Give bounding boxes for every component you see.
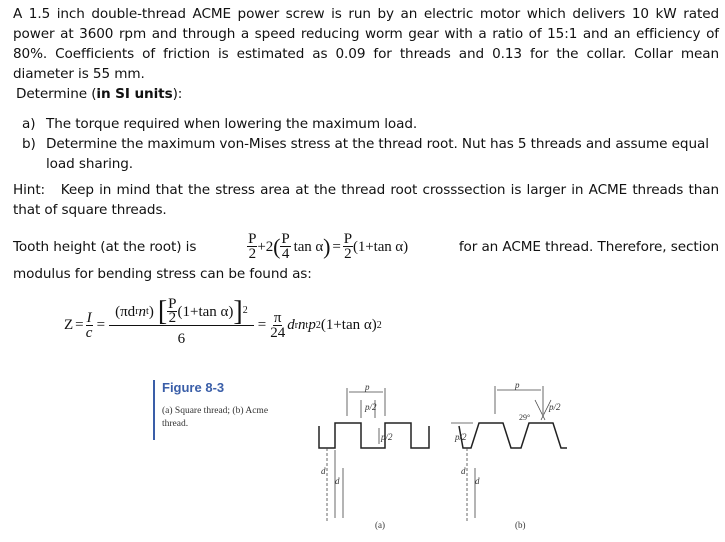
determine-bold: in SI units — [96, 86, 173, 102]
item-label: a) — [22, 116, 36, 132]
fraction-main: (πd r n t ) [ $\frac{P}{2}$ ( 1+ tan α ) ] 2 6 — [109, 298, 254, 352]
hint-paragraph — [13, 180, 719, 220]
figure-title: Figure 8-3 — [162, 380, 225, 395]
list-item-b — [22, 134, 712, 174]
figure-accent-bar — [153, 380, 155, 440]
label-p2-b: p/2 — [549, 402, 561, 412]
fraction-i-over-c: $\frac{I}{c}$ — [85, 309, 93, 341]
tooth-height-formula: $\frac{P}{2}$ +2 ( $\frac{P}{4}$ tan α ) = $\frac{P}{2}$ ( 1+ tan α ) — [248, 231, 408, 262]
label-dr-a: d — [335, 476, 340, 486]
item-text: The torque required when lowering the maximum load. — [46, 116, 418, 132]
label-a: (a) — [375, 520, 385, 530]
hint-label: Hint: — [13, 182, 46, 198]
fraction-p-over-2-b: $\frac{P}{2}$ — [343, 231, 352, 262]
label-p-b: p — [515, 380, 520, 390]
section-modulus-line: modulus for bending stress can be found as: — [13, 266, 312, 282]
item-text: Determine the maximum von-Mises stress at the thread root. Nut has 5 threads and assume equal load sharing. — [46, 136, 709, 172]
determine-suffix: ): — [172, 86, 183, 102]
label-p-a: p — [365, 382, 370, 392]
tooth-height-prefix: Tooth height (at the root) is — [13, 238, 197, 255]
section-modulus-equation: Z = $\frac{I}{c}$ = (πd r n t ) [ $\frac{P}{2}$ ( 1+ tan α ) ] 2 6 = $\frac{\pi}{24}$ d r n t p 2 ( 1+ tan α ) 2 — [64, 290, 382, 360]
determine-line — [16, 84, 182, 104]
label-p2-a: p/2 — [365, 402, 377, 412]
tooth-height-line — [13, 232, 719, 261]
fraction-pi-over-24: $\frac{\pi}{24}$ — [270, 309, 286, 341]
paren-open: ( — [273, 233, 281, 259]
fraction-p-over-2: $\frac{P}{2}$ — [248, 231, 257, 262]
figure-caption: (a) Square thread; (b) Acme thread. — [162, 406, 269, 429]
hint-text: Keep in mind that the stress area at the thread root crosssection is larger in ACME threads than that of square threads. — [13, 182, 719, 218]
label-angle: 29° — [519, 413, 531, 422]
problem-statement: A 1.5 inch double-thread ACME power screw is run by an electric motor which delivers 10 kW rated power at 3600 rpm and through a speed reducing worm gear with a ratio of 15:1 and an efficiency of 80%. Coefficients of friction is estimated as 0.09 for threads and 0.13 for the collar. Collar mean diameter is 55 mm. — [13, 6, 719, 82]
label-d-b: d — [461, 466, 466, 476]
determine-prefix: Determine ( — [16, 86, 97, 102]
list-item-a — [22, 114, 712, 134]
square-thread-profile — [319, 423, 429, 448]
paren-close: ) — [323, 233, 331, 259]
item-label: b) — [22, 136, 36, 152]
label-p2-a-lower: p/2 — [381, 432, 393, 442]
label-b: (b) — [515, 520, 526, 530]
acme-thread-profile — [459, 423, 567, 448]
fraction-p-over-4: $\frac{P}{4}$ — [281, 231, 290, 262]
label-dr-b: d — [475, 476, 480, 486]
label-d-a: d — [321, 466, 326, 476]
thread-figure — [305, 378, 595, 538]
tooth-height-suffix: for an ACME thread. Therefore, section — [458, 238, 719, 255]
label-p2-b-left: p/2 — [455, 432, 467, 442]
